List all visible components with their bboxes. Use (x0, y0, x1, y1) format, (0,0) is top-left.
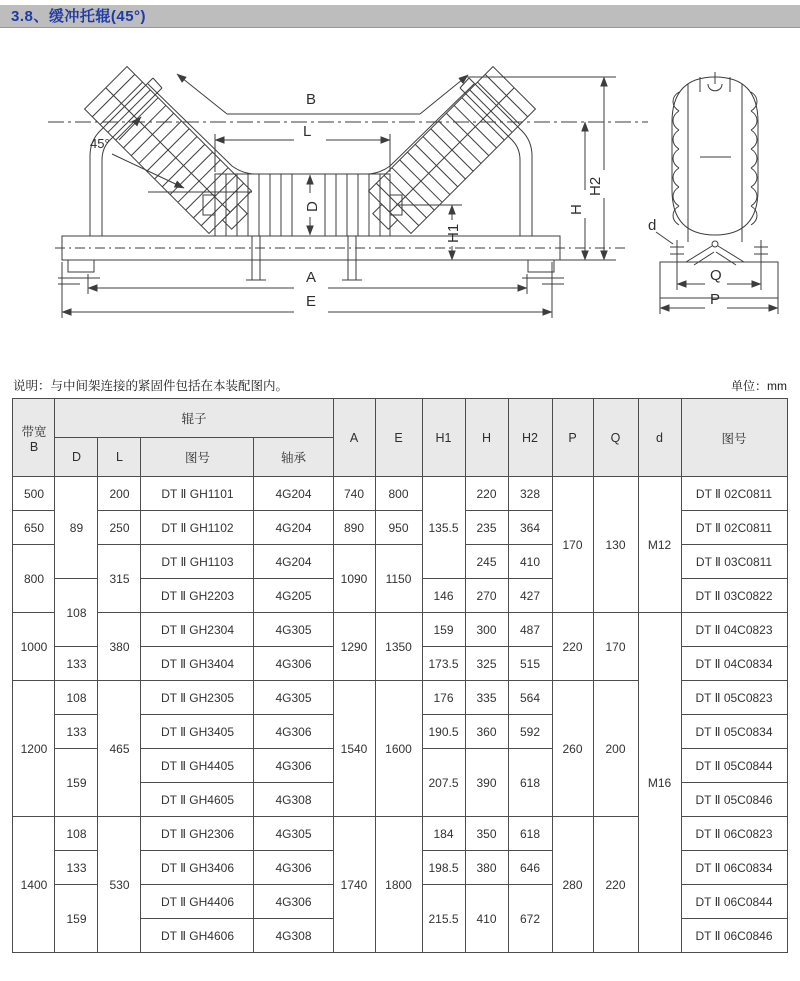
table-cell: 1540 (333, 681, 375, 817)
dim-label-p: P (710, 291, 721, 308)
table-cell: 1290 (333, 613, 375, 681)
table-cell: 4G306 (254, 715, 333, 749)
table-cell: 108 (55, 579, 98, 647)
table-cell: 4G306 (254, 749, 333, 783)
spec-table-head (13, 399, 787, 477)
table-cell: 592 (508, 715, 552, 749)
table-cell: 198.5 (422, 851, 465, 885)
table-cell: 159 (55, 749, 98, 817)
note-row (0, 376, 800, 394)
table-cell: DT Ⅱ GH4405 (141, 749, 254, 783)
table-cell: 328 (508, 477, 552, 511)
table-cell: 4G306 (254, 851, 333, 885)
table-cell: 530 (98, 817, 141, 953)
col-header-q: Q (593, 399, 638, 477)
table-cell: 215.5 (422, 885, 465, 953)
table-cell: 133 (55, 647, 98, 681)
dim-label-h: H (568, 204, 585, 215)
table-cell: 130 (593, 477, 638, 613)
table-cell: 4G205 (254, 579, 333, 613)
table-cell: 800 (13, 545, 55, 613)
table-cell: DT Ⅱ 02C0811 (681, 477, 787, 511)
table-cell: 108 (55, 817, 98, 851)
table-cell: 410 (508, 545, 552, 579)
table-cell: 364 (508, 511, 552, 545)
table-cell: 410 (465, 885, 508, 953)
table-cell: DT Ⅱ 05C0846 (681, 783, 787, 817)
table-cell: 300 (465, 613, 508, 647)
table-cell: 4G308 (254, 783, 333, 817)
table-cell: 1600 (375, 681, 422, 817)
table-cell: DT Ⅱ GH1101 (141, 477, 254, 511)
table-cell: 133 (55, 851, 98, 885)
table-cell: 250 (98, 511, 141, 545)
dim-label-b: B (306, 91, 317, 108)
table-cell: 89 (55, 477, 98, 579)
table-cell: DT Ⅱ 04C0834 (681, 647, 787, 681)
table-cell: 4G204 (254, 477, 333, 511)
col-header-a: A (333, 399, 375, 477)
table-cell: 108 (55, 681, 98, 715)
spec-table (12, 398, 787, 953)
dim-label-d: D (304, 201, 321, 212)
table-cell: 260 (552, 681, 593, 817)
table-cell: DT Ⅱ GH2306 (141, 817, 254, 851)
col-header-h2: H2 (508, 399, 552, 477)
table-cell: 672 (508, 885, 552, 953)
col-header-d-bolt: d (638, 399, 681, 477)
table-cell: 133 (55, 715, 98, 749)
table-cell: 1350 (375, 613, 422, 681)
left-roller (85, 67, 261, 243)
table-cell: 740 (333, 477, 375, 511)
table-row (13, 477, 787, 511)
right-foot (528, 260, 554, 272)
table-cell: 800 (375, 477, 422, 511)
table-cell: 146 (422, 579, 465, 613)
dim-label-h1: H1 (445, 223, 462, 243)
left-foot (68, 260, 94, 272)
table-cell: DT Ⅱ 04C0823 (681, 613, 787, 647)
table-cell: 427 (508, 579, 552, 613)
angle-label: 45° (90, 136, 110, 151)
table-cell: DT Ⅱ GH3406 (141, 851, 254, 885)
table-cell: 4G204 (254, 545, 333, 579)
table-cell: 380 (98, 613, 141, 681)
table-cell: DT Ⅱ 03C0822 (681, 579, 787, 613)
table-cell: 646 (508, 851, 552, 885)
table-cell: DT Ⅱ 06C0846 (681, 919, 787, 953)
unit-label: 单位：mm (731, 379, 787, 393)
col-header-roller-group: 辊子 (55, 399, 333, 438)
table-cell: 170 (593, 613, 638, 681)
table-cell: 190.5 (422, 715, 465, 749)
table-cell: 500 (13, 477, 55, 511)
dim-label-l: L (303, 123, 312, 140)
dim-label-a: A (306, 269, 317, 286)
table-cell: 220 (593, 817, 638, 953)
table-cell: 245 (465, 545, 508, 579)
table-cell: 4G305 (254, 681, 333, 715)
table-cell: M12 (638, 477, 681, 613)
table-cell: 220 (552, 613, 593, 681)
col-header-bandwidth (13, 399, 55, 477)
table-cell: 173.5 (422, 647, 465, 681)
table-cell: 1800 (375, 817, 422, 953)
col-header-p: P (552, 399, 593, 477)
table-cell: 350 (465, 817, 508, 851)
table-cell: 315 (98, 545, 141, 613)
table-cell: 4G204 (254, 511, 333, 545)
col-header-roller-bearing: 轴承 (254, 438, 333, 477)
col-header-h1: H1 (422, 399, 465, 477)
table-cell: DT Ⅱ GH1102 (141, 511, 254, 545)
dim-label-small-d: d (648, 217, 657, 234)
left-bracket (90, 78, 153, 236)
dim-label-e: E (306, 293, 317, 310)
table-cell: 650 (13, 511, 55, 545)
front-view (48, 67, 648, 318)
table-cell: 135.5 (422, 477, 465, 579)
col-header-e: E (375, 399, 422, 477)
table-cell: 200 (98, 477, 141, 511)
table-cell: 1150 (375, 545, 422, 613)
table-cell: 184 (422, 817, 465, 851)
table-cell: 4G306 (254, 885, 333, 919)
col-header-roller-drawing-no: 图号 (141, 438, 254, 477)
table-cell: 465 (98, 681, 141, 817)
bandwidth-label-top: 带宽 (21, 424, 47, 439)
dim-label-h2: H2 (587, 176, 604, 196)
table-cell: 1740 (333, 817, 375, 953)
dim-label-q: Q (710, 267, 722, 284)
table-cell: 360 (465, 715, 508, 749)
table-cell: DT Ⅱ GH1103 (141, 545, 254, 579)
table-cell: 170 (552, 477, 593, 613)
table-cell: DT Ⅱ GH2304 (141, 613, 254, 647)
table-cell: 280 (552, 817, 593, 953)
table-cell: M16 (638, 613, 681, 953)
table-cell: 618 (508, 749, 552, 817)
table-cell: DT Ⅱ GH4605 (141, 783, 254, 817)
table-cell: 564 (508, 681, 552, 715)
center-roller (203, 174, 402, 280)
col-header-roller-l: L (98, 438, 141, 477)
spec-table-body (13, 477, 787, 953)
right-roller (359, 67, 535, 243)
assembly-drawing (0, 44, 800, 374)
table-cell: 390 (465, 749, 508, 817)
table-row (13, 613, 787, 647)
table-cell: DT Ⅱ GH2203 (141, 579, 254, 613)
table-cell: DT Ⅱ GH4406 (141, 885, 254, 919)
table-cell: 1090 (333, 545, 375, 613)
table-cell: DT Ⅱ GH2305 (141, 681, 254, 715)
table-cell: 207.5 (422, 749, 465, 817)
side-roller-outline (672, 77, 758, 235)
table-cell: DT Ⅱ 05C0844 (681, 749, 787, 783)
table-cell: DT Ⅱ 03C0811 (681, 545, 787, 579)
table-cell: 235 (465, 511, 508, 545)
table-cell: 515 (508, 647, 552, 681)
table-cell: DT Ⅱ 06C0834 (681, 851, 787, 885)
col-header-drawing-no: 图号 (681, 399, 787, 477)
table-cell: 380 (465, 851, 508, 885)
table-cell: 618 (508, 817, 552, 851)
table-cell: DT Ⅱ 05C0834 (681, 715, 787, 749)
table-cell: 487 (508, 613, 552, 647)
table-cell: 335 (465, 681, 508, 715)
table-cell: 325 (465, 647, 508, 681)
table-cell: 220 (465, 477, 508, 511)
header-row-1 (13, 399, 787, 438)
table-cell: 890 (333, 511, 375, 545)
table-cell: DT Ⅱ 05C0823 (681, 681, 787, 715)
table-cell: 270 (465, 579, 508, 613)
table-cell: 1000 (13, 613, 55, 681)
assembly-note: 说明：与中间架连接的紧固件包括在本装配图内。 (13, 379, 289, 393)
table-cell: 4G305 (254, 613, 333, 647)
table-cell: 1200 (13, 681, 55, 817)
table-cell: DT Ⅱ 06C0823 (681, 817, 787, 851)
table-cell: 950 (375, 511, 422, 545)
table-cell: 200 (593, 681, 638, 817)
table-cell: 159 (422, 613, 465, 647)
bandwidth-label-bottom: B (29, 439, 39, 454)
table-cell: 1400 (13, 817, 55, 953)
table-cell: 4G306 (254, 647, 333, 681)
table-cell: DT Ⅱ GH3404 (141, 647, 254, 681)
table-cell: 4G308 (254, 919, 333, 953)
table-cell: DT Ⅱ 06C0844 (681, 885, 787, 919)
section-title: 3.8、缓冲托辊(45°) (11, 8, 147, 25)
table-cell: DT Ⅱ GH3405 (141, 715, 254, 749)
table-cell: 159 (55, 885, 98, 953)
table-cell: DT Ⅱ 02C0811 (681, 511, 787, 545)
table-cell: 4G305 (254, 817, 333, 851)
table-cell: 176 (422, 681, 465, 715)
col-header-roller-d: D (55, 438, 98, 477)
section-title-bar (0, 5, 800, 28)
table-cell: DT Ⅱ GH4606 (141, 919, 254, 953)
col-header-h: H (465, 399, 508, 477)
